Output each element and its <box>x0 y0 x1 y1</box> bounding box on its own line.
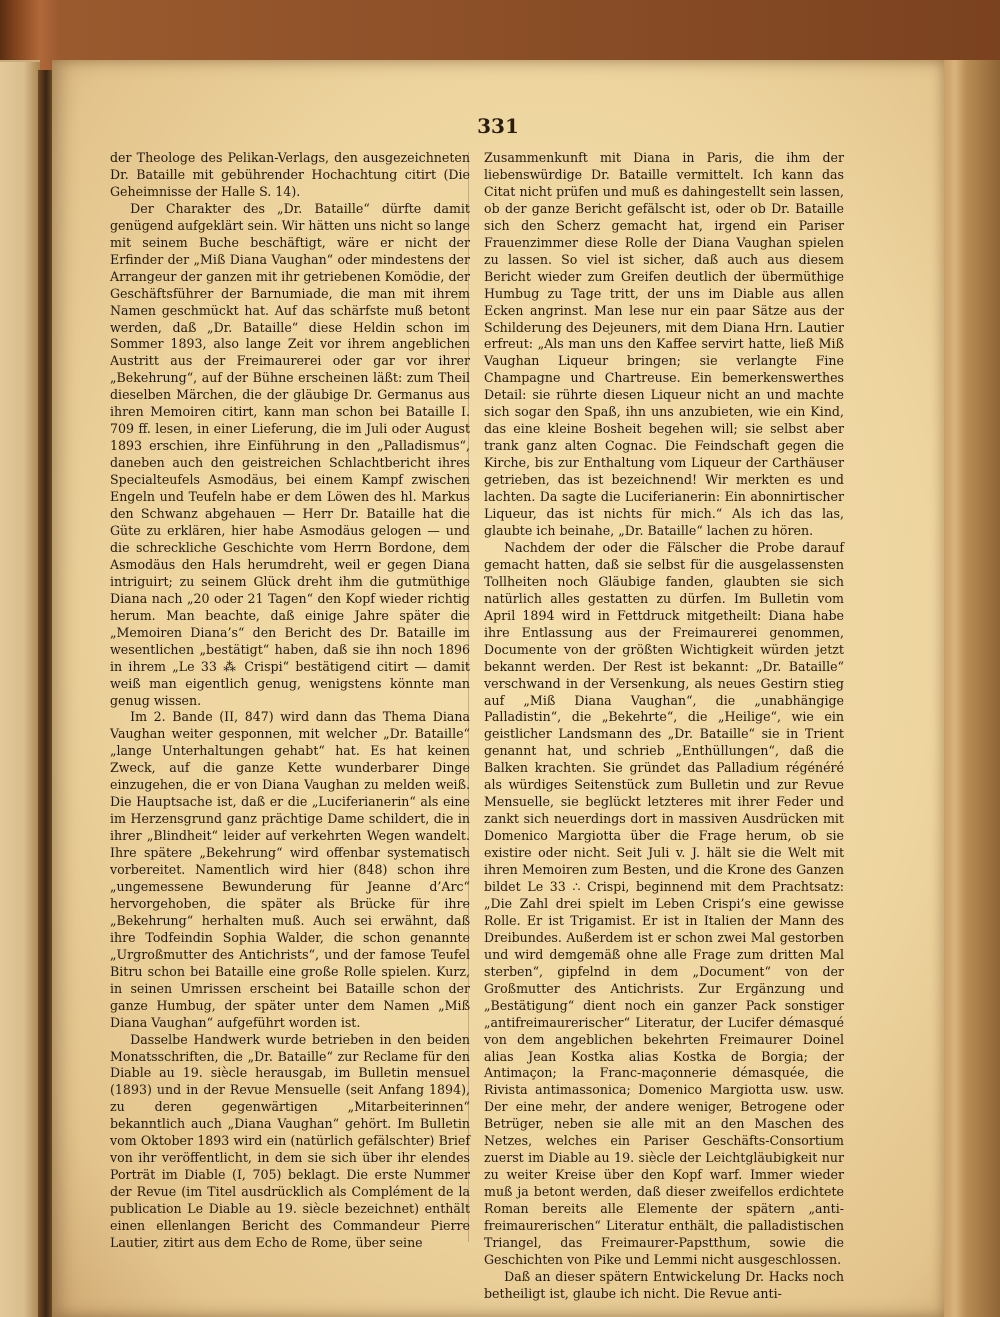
left-column <box>110 150 470 1252</box>
paragraph: Im 2. Bande (II, 847) wird dann das Thema Diana Vaughan weiter gesponnen, mit welcher „Dr. Bataille“ „lange Unterhaltungen gehabt“ hat. Es hat keinen Zweck, auf die ganze Kette wunderbarer Dinge einzugehen, die er von Diana Vaughan zu melden weiß. Die Hauptsache ist, daß er die „Luciferianerin“ als eine im Herzensgrund ganz prächtige Dame schildert, die in ihrer „Blindheit“ leider auf verkehrten Wegen wandelt. Ihre spätere „Bekehrung“ wird offenbar systematisch vorbereitet. Namentlich wird hier (848) schon ihre „ungemessene Bewunderung für Jeanne d’Arc“ hervorgehoben, die später als Brücke für ihre „Bekehrung“ herhalten muß. Auch sei erwähnt, daß ihre Todfeindin Sophia Walder, die schon genannte „Urgroßmutter des Antichrists“, und der famose Teufel Bitru schon bei Bataille eine große Rolle spielen. Kurz, in seinen Umrissen erscheint bei Bataille schon der ganze Humbug, der später unter dem Namen „Miß Diana Vaughan“ aufgeführt worden ist. <box>110 709 470 1030</box>
paragraph: Daß an dieser spätern Entwickelung Dr. Hacks noch betheiligt ist, glaube ich nicht. Die Revue anti- <box>484 1268 844 1301</box>
paragraph: Der Charakter des „Dr. Bataille“ dürfte damit genügend aufgeklärt sein. Wir hätten uns nicht so lange mit seinem Buche beschäftigt, wäre er nicht der Erfinder der „Miß Diana Vaughan“ oder mindestens der Arrangeur der ganzen mit ihr getriebenen Komödie, der Geschäftsführer der Barnumiade, die man mit ihrem Namen geschmückt hat. Auf das schärfste muß betont werden, daß „Dr. Bataille“ diese Heldin schon im Sommer 1893, also lange Zeit vor ihrem angeblichen Austritt aus der Freimaurerei oder gar vor ihrer „Bekehrung“, auf der Bühne erscheinen läßt: zum Theil dieselben Märchen, die der gläubige Dr. Germanus aus ihren Memoiren citirt, kann man schon bei Bataille I. 709 ff. lesen, in einer Lieferung, die im Juli oder August 1893 erschien, ihre Einführung in den „Palladismus“, daneben auch den geistreichen Schlachtbericht ihres Specialteufels Asmodäus, bei einem Kampf zwischen Engeln und Teufeln habe er dem Löwen des hl. Markus den Schwanz abgehauen — Herr Dr. Bataille hat die Güte zu erklären, hier habe Asmodäus gelogen — und die schreckliche Geschichte vom Herrn Bordone, dem Asmodäus den Hals herumdreht, weil er gegen Diana intriguirt; zu seinem Glück dreht ihm die gutmüthige Diana nach „20 oder 21 Tagen“ den Kopf wieder richtig herum. Man beachte, daß einige Jahre später die „Memoiren Diana’s“ den Bericht des Dr. Bataille im wesentlichen „bestätigt“ haben, daß sie ihn noch 1896 in ihrem „Le 33 ⁂ Crispi“ bestätigend citirt — damit weiß man eigentlich genug, wenigstens könnte man genug wissen. <box>110 200 470 708</box>
right-column <box>484 150 844 1303</box>
paragraph: Zusammenkunft mit Diana in Paris, die ihm der liebenswürdige Dr. Bataille vermittelt. Ich kann das Citat nicht prüfen und muß es dahingestellt sein lassen, ob der ganze Bericht gefälscht ist, oder ob Dr. Bataille sich den Scherz gemacht hat, irgend ein Pariser Frauenzimmer diese Rolle der Diana Vaughan spielen zu lassen. So viel ist sicher, daß auch aus diesem Bericht wieder zum Greifen deutlich der übermüthige Humbug zu Tage tritt, der uns im Diable aus allen Ecken angrinst. Man lese nur ein paar Sätze aus der Schilderung des Dejeuners, mit dem Diana Hrn. Lautier erfreut: „Als man uns den Kaffee servirt hatte, ließ Miß Vaughan Liqueur bringen; sie verlangte Fine Champagne und Chartreuse. Ein bemerkenswerthes Detail: sie rührte diesen Liqueur nicht an und machte sich sogar den Spaß, ihn uns anzubieten, wie ein Kind, das eine kleine Bosheit begehen will; sie selbst aber trank ganz alten Cognac. Die Feindschaft gegen die Kirche, bis zur Enthaltung vom Liqueur der Carthäuser getrieben, das ist bezeichnend! Wir merkten es und lachten. Da sagte die Luciferianerin: Ein abonnirtischer Liqueur, das ist nichts für mich.“ Als ich das las, glaubte ich beinahe, „Dr. Bataille“ lachen zu hören. <box>484 150 844 538</box>
paragraph: der Theologe des Pelikan-Verlags, den ausgezeichneten Dr. Bataille mit gebührender Hochachtung citirt (Die Geheimnisse der Halle S. 14). <box>110 150 470 199</box>
column-divider <box>468 152 469 1242</box>
page-number: 331 <box>477 114 519 138</box>
left-page-edge <box>0 60 40 1317</box>
paragraph: Nachdem der oder die Fälscher die Probe darauf gemacht hatten, daß sie selbst für die ausgelassensten Tollheiten noch Gläubige fanden, glaubten sie sich natürlich alles gestatten zu dürfen. Im Bulletin vom April 1894 wird in Fettdruck mitgetheilt: Diana habe ihre Entlassung aus der Freimaurerei genommen, Documente von der größten Wichtigkeit würden jetzt bekannt werden. Der Rest ist bekannt: „Dr. Bataille“ verschwand in der Versenkung, als neues Gestirn stieg auf „Miß Diana Vaughan“, die „unabhängige Palladistin“, die „Bekehrte“, die „Heilige“, wie ein geistlicher Landsmann des „Dr. Bataille“ sie in Trient genannt hat, und schrieb „Enthüllungen“, daß die Balken krachten. Sie gründet das Palladium régénéré als würdiges Seitenstück zum Bulletin und zur Revue Mensuelle, sie beglückt letzteres mit ihrer Feder und zankt sich neuerdings dort in massiven Ausdrücken mit Domenico Margiotta über die Frage herum, ob sie existire oder nicht. Seit Juli v. J. hält sie die Welt mit ihren Memoiren zum Besten, und die Krone des Ganzen bildet Le 33 ∴ Crispi, beginnend mit dem Prachtsatz: „Die Zahl drei spielt im Leben Crispi’s eine gewisse Rolle. Er ist Trigamist. Er ist in Italien der Mann des Dreibundes. Außerdem ist er schon zwei Mal gestorben und wird demgemäß ohne alle Frage zum dritten Mal sterben“, gipfelnd in dem „Document“ von der Großmutter des Antichrists. Zur Ergänzung und „Bestätigung“ dient noch ein ganzer Pack sonstiger „antifreimaurerischer“ Literatur, der Lucifer démasqué von dem angeblichen bekehrten Freimaurer Doinel alias Jean Kostka alias Kostka de Borgia; der Antimaçon; la Franc-maçonnerie démasquée, die Rivista antimassonica; Domenico Margiotta usw. usw. Der eine mehr, der andere weniger, Betrogene oder Betrüger, neben sie alle mit an den Maschen des Netzes, welches ein Pariser Geschäfts-Consortium zuerst im Diable au 19. siècle der Leichtgläubigkeit nur zu weiter Kreise über den Kopf warf. Immer wieder muß ja betont werden, daß dieser zweifellos erdichtete Roman bereits alle Elemente der spätern „anti-freimaurerischen“ Literatur enthält, die palladistischen Triangel, das Freimaurer-Papstthum, sowie die Geschichten von Pike und Lemmi nicht ausgeschlossen. <box>484 539 844 1267</box>
book-cover-edge <box>944 60 1000 1317</box>
book-page <box>52 60 944 1317</box>
paragraph: Dasselbe Handwerk wurde betrieben in den beiden Monatsschriften, die „Dr. Bataille“ zur Reclame für den Diable au 19. siècle herausgab, im Bulletin mensuel (1893) und in der Revue Mensuelle (seit Anfang 1894), zu deren gegenwärtigen „Mitarbeiterinnen“ bekanntlich auch „Diana Vaughan“ gehört. Im Bulletin vom Oktober 1893 wird ein (natürlich gefälschter) Brief von ihr veröffentlicht, in dem sie sich über ihr elendes Porträt im Diable (I, 705) beklagt. Die erste Nummer der Revue (im Titel ausdrücklich als Complément de la publication Le Diable au 19. siècle bezeichnet) enthält einen ellenlangen Bericht des Commandeur Pierre Lautier, zitirt aus dem Echo de Rome, über seine <box>110 1031 470 1250</box>
